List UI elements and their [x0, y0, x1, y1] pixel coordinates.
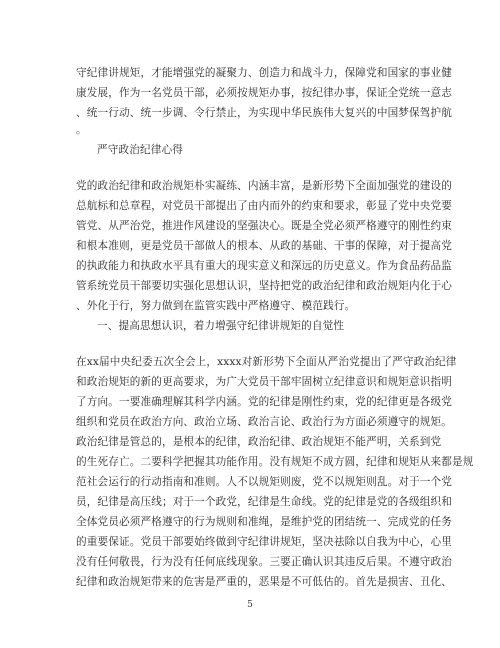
text-line-20: 范社会运行的行动指南和准则。人不以规矩则废，党不以规矩则乱。对于一个党 — [76, 476, 453, 488]
text-line-12: 、外化于行，努力做到在监管实践中严格遵守、模范践行。 — [76, 300, 356, 312]
text-line-7: 总航标和总章程，对党员干部提出了由内而外的约束和要求，彰显了党中央党要 — [76, 200, 453, 212]
text-line-23: 的重要保证。党员干部要始终做到守纪律讲规矩，坚决祛除以自我为中心，心里 — [76, 536, 453, 548]
text-line-22: 全体党员必须严格遵守的行为规则和准绳，是维护党的团结统一、完成党的任务 — [76, 516, 453, 528]
subsection-heading: 一、提高思想认识，着力增强守纪律讲规矩的自觉性 — [97, 320, 345, 332]
text-line-3: 、统一行动、统一步调、令行禁止，为实现中华民族伟大复兴的中国梦保驾护航 — [76, 107, 453, 119]
text-line-4: 。 — [76, 124, 87, 136]
text-line-25: 纪律和政治规矩带来的危害是严重的，恶果是不可低估的。首先是损害、丑化、 — [76, 576, 453, 588]
text-line-21: 员，纪律是高压线；对于一个政党，纪律是生命线。党的纪律是党的各级组织和 — [76, 496, 453, 508]
text-line-10: 的执政能力和执政水平具有重大的现实意义和深远的历史意义。作为食品药品监 — [76, 260, 453, 272]
section-heading: 严守政治纪律心得 — [97, 144, 183, 156]
text-line-2: 康发展，作为一名党员干部，必须按规矩办事，按纪律办事，保证全党统一意志 — [76, 87, 453, 99]
text-line-14: 在xx届中央纪委五次全会上，xxxx对新形势下全面从严治党提出了严守政治纪律 — [76, 356, 457, 368]
text-line-9: 和根本准则，更是党员干部做人的根本、从政的基础、干事的保障，对于提高党 — [76, 240, 453, 252]
text-line-18: 政治纪律是管总的，是根本的纪律，政治纪律、政治规矩不能严明，关系到党 — [76, 436, 442, 448]
text-line-24: 没有任何敬畏，行为没有任何底线现象。三要正确认识其违反后果。不遵守政治 — [76, 556, 453, 568]
text-line-17: 组织和党员在政治方向、政治立场、政治言论、政治行为方面必须遵守的规矩。 — [76, 416, 453, 428]
text-line-6: 党的政治纪律和政治规矩朴实凝练、内涵丰富，是新形势下全面加强党的建设的 — [76, 180, 453, 192]
text-line-15: 和政治规矩的新的更高要求，为广大党员干部牢固树立纪律意识和规矩意识指明 — [76, 376, 453, 388]
text-line-8: 管党、从严治党，推进作风建设的坚强决心。既是全党必须严格遵守的刚性约束 — [76, 220, 453, 232]
text-line-11: 管系统党员干部要切实强化思想认识，坚持把党的政治纪律和政治规矩内化于心 — [76, 280, 453, 292]
text-line-1: 守纪律讲规矩，才能增强党的凝聚力、创造力和战斗力，保障党和国家的事业健 — [76, 67, 453, 79]
text-line-16: 了方向。一要准确理解其科学内涵。党的纪律是刚性约束，党的纪律更是各级党 — [76, 396, 453, 408]
page-number: 5 — [247, 600, 253, 610]
text-line-19: 的生死存亡。二要科学把握其功能作用。没有规矩不成方圆，纪律和规矩从来都是规 — [76, 456, 474, 468]
